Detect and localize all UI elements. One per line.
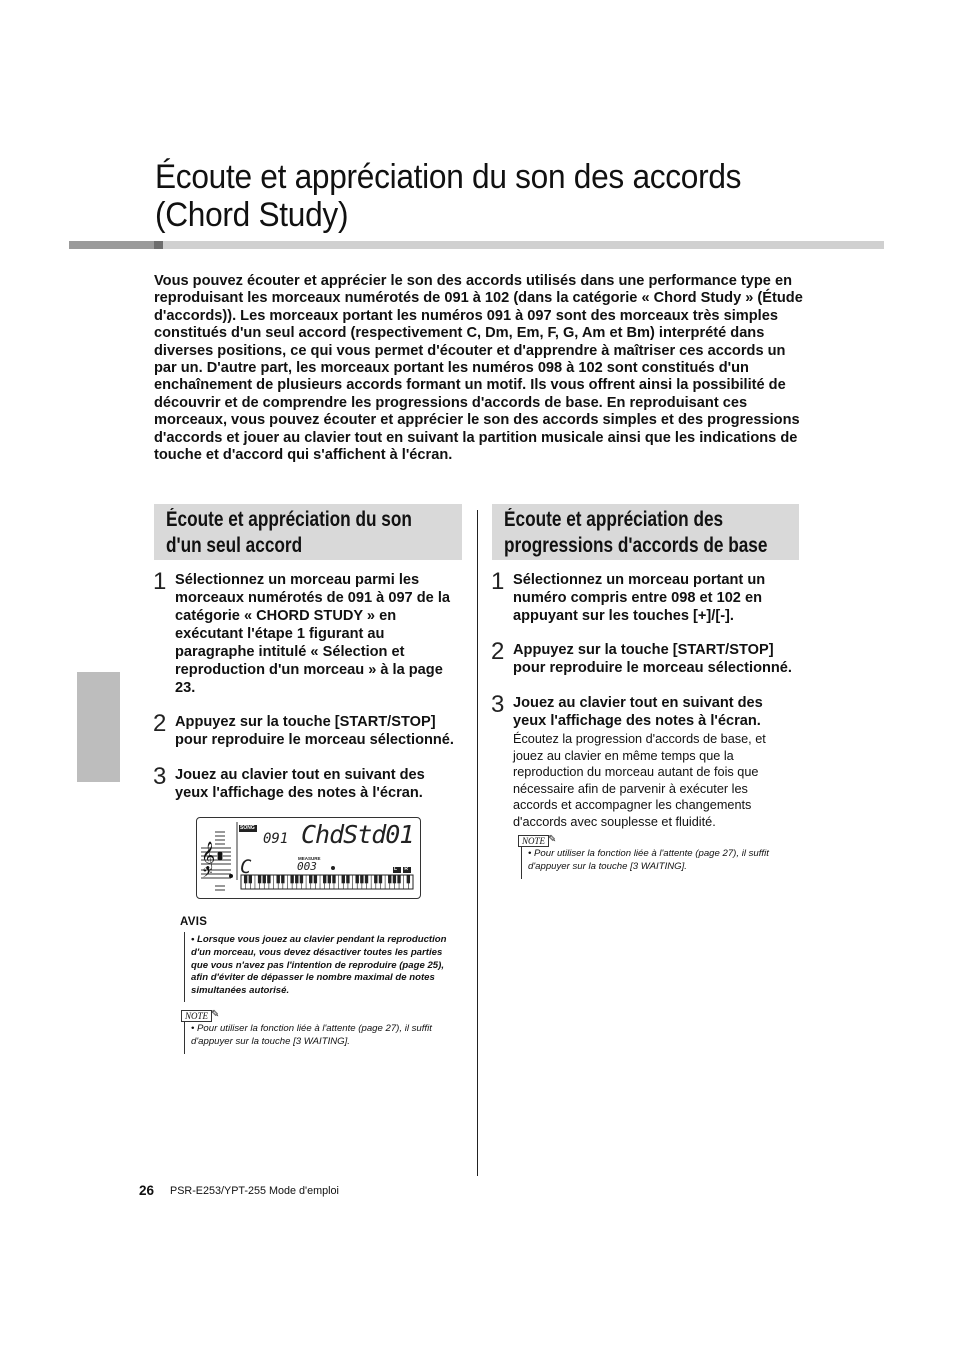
lcd-keyboard <box>241 875 413 889</box>
lcd-measure-label: MEASURE <box>298 856 321 861</box>
avis-bar <box>184 932 185 1002</box>
right-step-1-text: Sélectionnez un morceau portant un numéro compris entre 098 et 102 en appuyant sur les touches [+]/[-]. <box>513 572 766 624</box>
left-step-2-number: 2 <box>153 710 167 737</box>
left-step-3-number: 3 <box>153 763 167 790</box>
lcd-song-number: 091 <box>263 831 289 847</box>
page-number: 26 <box>139 1183 155 1198</box>
lcd-song-badge: SONG <box>240 825 255 831</box>
avis-label: AVIS <box>180 916 208 928</box>
right-note-text: • Pour utiliser la fonction liée à l'attente (page 27), il suffit d'appuyer sur la touche [3 WAITING]. <box>528 848 769 872</box>
right-note-tag: NOTE <box>518 835 549 847</box>
bass-clef-icon: 𝄢 <box>202 865 213 884</box>
avis-text: • Lorsque vous jouez au clavier pendant la reproduction d'un morceau, vous devez désactiver toutes les parties que vous n'avez pas l'intention de reproduire (page 25), afin d'éviter de dépasser le nombre maximal de notes simultanées autorisé. <box>191 934 447 997</box>
title-rule-marker <box>154 241 163 249</box>
lcd-chord: C <box>240 856 252 878</box>
lcd-measure-value: 003 <box>297 860 317 873</box>
right-heading-line-2: progressions d'accords de base <box>504 534 768 557</box>
right-note-pencil-icon: ✎ <box>548 834 557 845</box>
left-note-bar <box>184 1022 185 1054</box>
treble-clef-icon: 𝄞 <box>201 841 216 869</box>
title-line-2: (Chord Study) <box>155 196 349 234</box>
chapter-side-tab <box>77 672 120 782</box>
left-heading-line-2: d'un seul accord <box>166 534 303 557</box>
lcd-display <box>196 817 421 899</box>
right-step-3-text: Jouez au clavier tout en suivant des yeux l'affichage des notes à l'écran. <box>513 695 763 729</box>
right-heading-line-1: Écoute et appréciation des <box>504 508 724 531</box>
right-section-heading <box>492 504 799 560</box>
left-step-1-number: 1 <box>153 568 167 595</box>
lcd-song-name: ChdStd01 <box>301 820 414 849</box>
manual-name: PSR-E253/YPT-255 Mode d'emploi <box>170 1185 339 1197</box>
left-note-tag: NOTE <box>181 1010 212 1022</box>
title-rule <box>154 241 884 249</box>
left-note-text: • Pour utiliser la fonction liée à l'attente (page 27), il suffit d'appuyer sur la touche [3 WAITING]. <box>191 1023 432 1047</box>
right-note-bar <box>521 847 522 879</box>
lcd-lr-indicator: L R <box>394 866 411 872</box>
title-rule-dark <box>69 241 154 249</box>
title-line-1: Écoute et appréciation du son des accords <box>155 158 742 196</box>
left-step-2-text: Appuyez sur la touche [START/STOP] pour reproduire le morceau sélectionné. <box>175 714 454 748</box>
right-step-2-text: Appuyez sur la touche [START/STOP] pour reproduire le morceau sélectionné. <box>513 642 792 676</box>
left-section-heading <box>154 504 462 560</box>
right-step-3-number: 3 <box>491 691 505 718</box>
left-heading-line-1: Écoute et appréciation du son <box>166 508 412 531</box>
intro-paragraph: Vous pouvez écouter et apprécier le son des accords utilisés dans une performance type en reproduisant les morceaux numérotés de 091 à 102 (dans la catégorie « Chord Study » (Étude d'accords)). Les morceaux portant les numéros 091 à 097 sont des morceaux très simples constitués d'un seul accord (respectivement C, Dm, Em, F, G, Am et Bm) interprété dans diverses positions, ce qui vous permet d'écouter et d'apprendre à maîtriser ces accords un par un. D'autre part, les morceaux portant les numéros 098 à 102 sont constitués d'un enchaînement de plusieurs accords formant un motif. Ils vous offrent ainsi la possibilité de découvrir et de comprendre les progressions d'accords de base. En reproduisant ces morceaux, vous pouvez écouter et apprécier le son des accords simples et des progressions d'accords et jouer au clavier tout en suivant la partition musicale ainsi que les indications de touche et d'accord qui s'affichent à l'écran. <box>154 273 803 464</box>
right-step-2-number: 2 <box>491 638 505 665</box>
page-title <box>155 158 862 234</box>
left-step-3-text: Jouez au clavier tout en suivant des yeux l'affichage des notes à l'écran. <box>175 767 425 801</box>
right-step-1-number: 1 <box>491 568 505 595</box>
left-note-pencil-icon: ✎ <box>211 1009 220 1020</box>
right-step-3-body: Écoutez la progression d'accords de base, et jouez au clavier en même temps que la reproduction du morceau autant de fois que nécessaire afin de parvenir à exécuter les accords et accompagner les changements d'accords avec souplesse et fluidité. <box>513 732 766 829</box>
left-step-1-text: Sélectionnez un morceau parmi les morceaux numérotés de 091 à 097 de la catégorie « CHORD STUDY » en exécutant l'étape 1 figurant au paragraphe intitulé « Sélection et reproduction d'un morceau » à la page 23. <box>175 572 450 696</box>
column-divider <box>477 510 478 1176</box>
